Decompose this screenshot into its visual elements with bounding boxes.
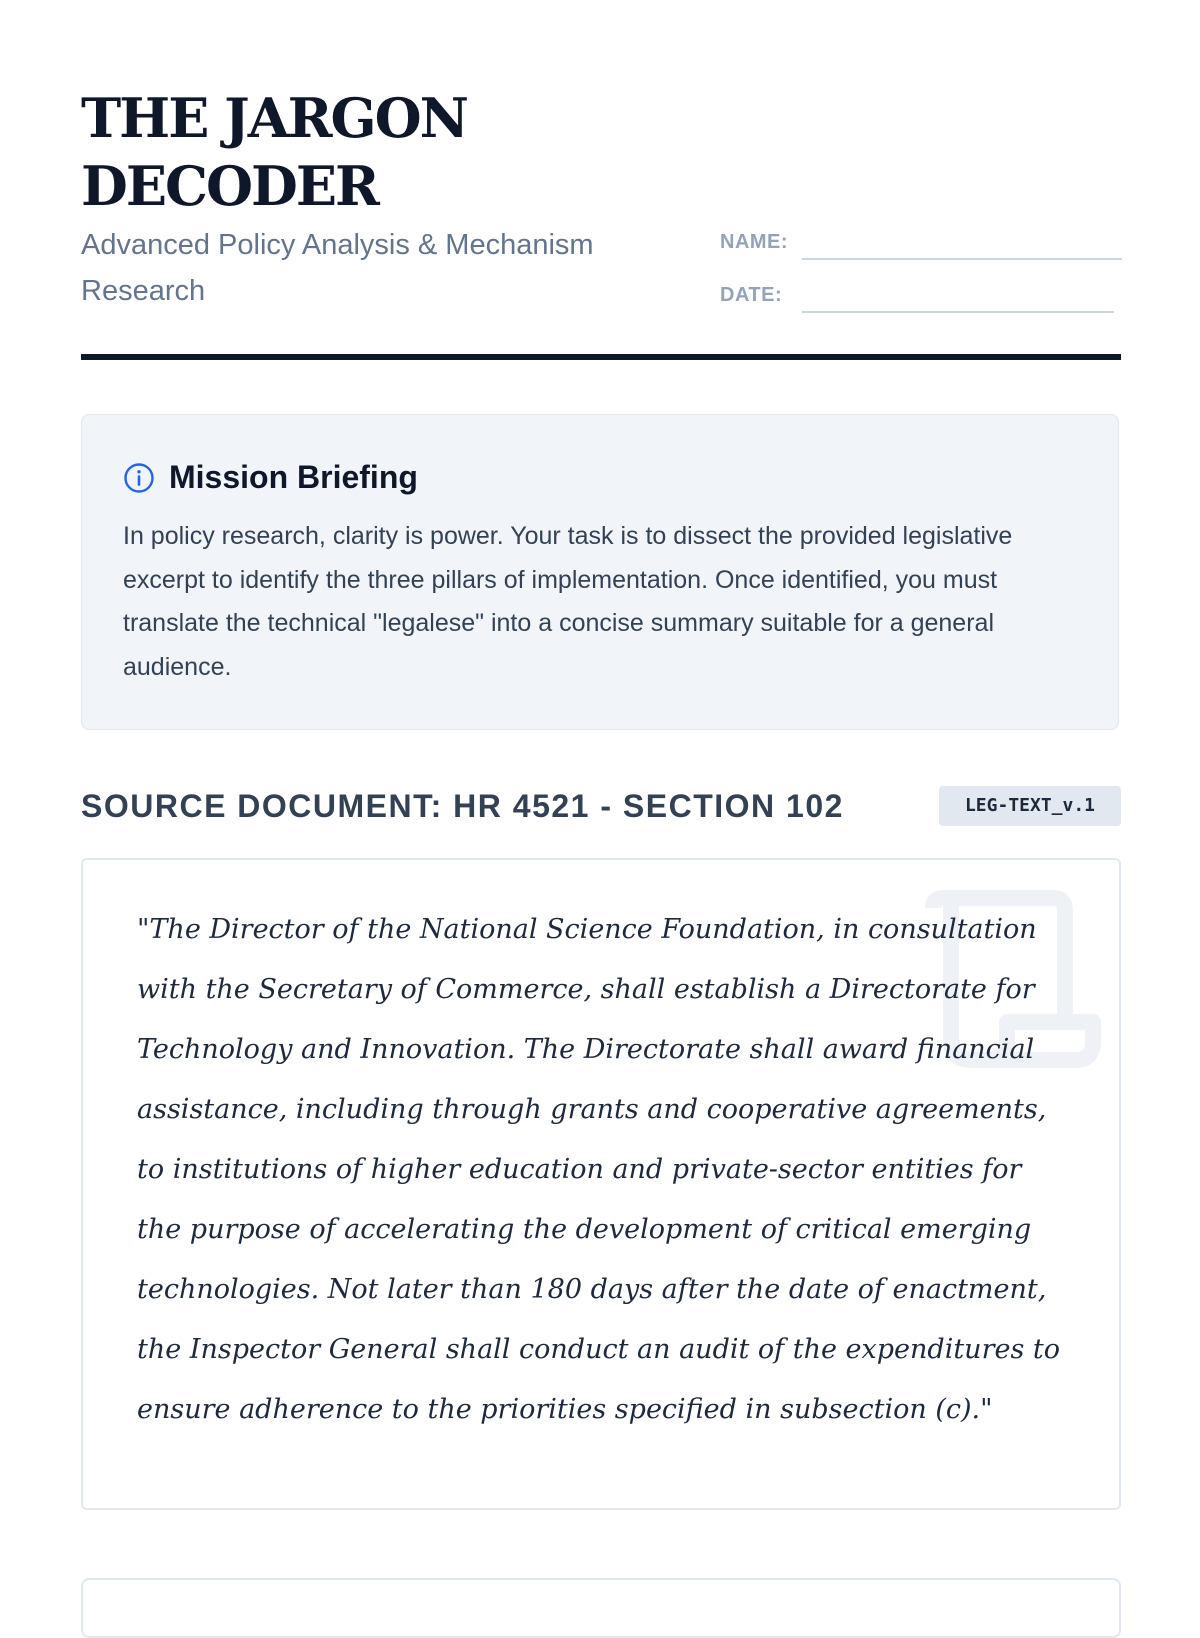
name-field-row [720, 226, 1122, 260]
mission-briefing-card [81, 414, 1119, 730]
page-title: THE JARGON DECODER [81, 86, 468, 218]
student-info-fields [720, 226, 1122, 313]
source-quote-card [81, 858, 1121, 1510]
source-document-heading [81, 786, 1121, 826]
source-document-title: SOURCE DOCUMENT: HR 4521 - SECTION 102 [81, 788, 844, 824]
name-field[interactable] [802, 258, 1122, 260]
briefing-title: Mission Briefing [169, 459, 418, 495]
worksheet-header [81, 0, 1121, 362]
briefing-heading [123, 459, 418, 496]
date-field[interactable] [802, 311, 1114, 313]
page-subtitle: Advanced Policy Analysis & Mechanism Research [81, 229, 594, 307]
info-icon [123, 462, 155, 494]
version-badge: LEG-TEXT_v.1 [939, 786, 1121, 826]
next-section-card [81, 1578, 1121, 1638]
legislative-excerpt: "The Director of the National Science Foundation, in consultation with the Secretary of Commerce, shall establish a Directorate for Technology and Innovation. The Directorate shall award financial assistance, including through grants and cooperative agreements, to institutions of higher education and private-sector entities for the purpose of accelerating the development of critical emerging technologies. Not later than 180 days after the date of enactment, the Inspector General shall conduct an audit of the expenditures to ensure adherence to the priorities specified in subsection (c)." [137, 914, 1060, 1425]
worksheet-page [81, 0, 1121, 1425]
date-label: DATE: [720, 284, 783, 306]
briefing-text: In policy research, clarity is power. Your task is to dissect the provided legislative excerpt to identify the three pillars of implementation. Once identified, you must translate the technical "legalese" into a concise summary suitable for a general audience. [123, 522, 1013, 681]
name-label: NAME: [720, 231, 789, 253]
date-field-row [720, 279, 1122, 313]
header-divider [81, 354, 1121, 360]
